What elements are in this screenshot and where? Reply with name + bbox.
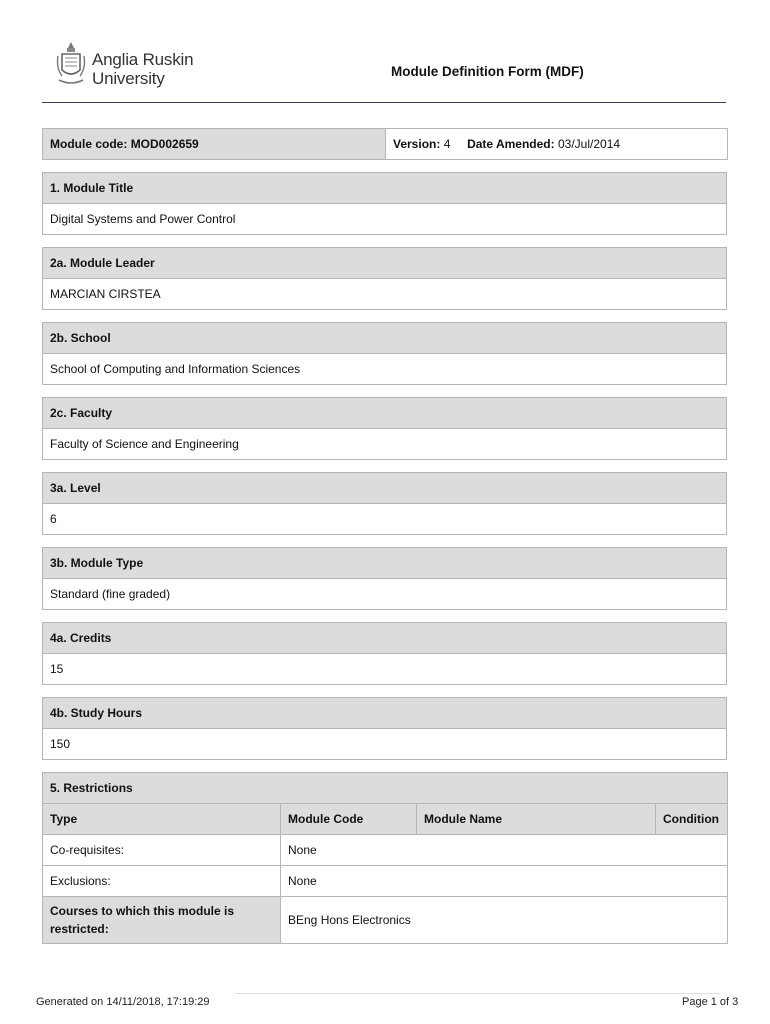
section-level: [42, 472, 727, 535]
generated-timestamp: Generated on 14/11/2018, 17:19:29: [36, 996, 210, 1008]
restriction-type: Co-requisites:: [43, 835, 281, 866]
section-study-hours: [42, 697, 727, 760]
section-module-type: [42, 547, 727, 610]
table-row: [43, 866, 728, 897]
section-value: 15: [43, 654, 727, 685]
section-value: 6: [43, 504, 727, 535]
column-header-module-name: Module Name: [417, 804, 656, 835]
footer-divider: [235, 993, 720, 994]
restriction-code: None: [281, 835, 728, 866]
module-code-cell: Module code: MOD002659: [43, 129, 386, 160]
table-row: [43, 835, 728, 866]
courses-restricted-label: Courses to which this module is restricted:: [43, 897, 281, 944]
section-heading: 2b. School: [43, 323, 727, 354]
header-divider: [42, 102, 726, 103]
section-value: School of Computing and Information Sciences: [43, 354, 727, 385]
section-value: Digital Systems and Power Control: [43, 204, 727, 235]
column-header-condition: Condition: [656, 804, 728, 835]
module-code-box: [42, 128, 728, 160]
version-date-cell: Version: 4 Date Amended: 03/Jul/2014: [386, 129, 728, 160]
form-title: Module Definition Form (MDF): [391, 64, 584, 79]
section-heading: 3b. Module Type: [43, 548, 727, 579]
university-name: Anglia Ruskin University: [92, 50, 194, 88]
courses-restricted-value: BEng Hons Electronics: [281, 897, 728, 944]
section-value: Standard (fine graded): [43, 579, 727, 610]
section-restrictions: [42, 772, 728, 944]
section-module-title: [42, 172, 727, 235]
section-faculty: [42, 397, 727, 460]
section-heading: 1. Module Title: [43, 173, 727, 204]
section-module-leader: [42, 247, 727, 310]
page-number: Page 1 of 3: [682, 996, 739, 1008]
restriction-code: None: [281, 866, 728, 897]
restriction-type: Exclusions:: [43, 866, 281, 897]
column-header-module-code: Module Code: [281, 804, 417, 835]
section-heading: 5. Restrictions: [43, 773, 728, 804]
section-value: Faculty of Science and Engineering: [43, 429, 727, 460]
page-header: [0, 0, 770, 104]
section-value: 150: [43, 729, 727, 760]
section-heading: 2a. Module Leader: [43, 248, 727, 279]
column-header-type: Type: [43, 804, 281, 835]
section-heading: 4a. Credits: [43, 623, 727, 654]
section-value: MARCIAN CIRSTEA: [43, 279, 727, 310]
section-school: [42, 322, 727, 385]
section-heading: 4b. Study Hours: [43, 698, 727, 729]
table-row: [43, 897, 728, 944]
section-heading: 3a. Level: [43, 473, 727, 504]
section-heading: 2c. Faculty: [43, 398, 727, 429]
section-credits: [42, 622, 727, 685]
university-crest-icon: [56, 40, 86, 88]
